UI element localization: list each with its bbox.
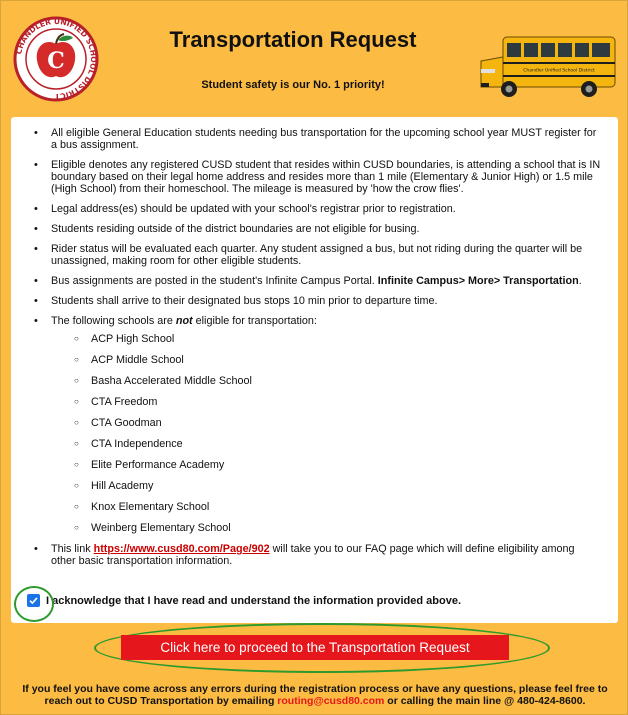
acknowledge-row [27,594,461,607]
school-bus-image [479,31,619,105]
contact-footer [1,683,628,707]
school-item: ○ ACP Middle School [91,354,601,366]
school-item: ○ Weinberg Elementary School [91,522,601,534]
info-item: • All eligible General Education students needing bus transportation for the upcoming school year MUST register for a bus assignment. [51,127,611,151]
schools-intro: The following schools are not eligible for transportation: [51,315,317,327]
footer-line-1: If you feel you have come across any errors during the registration process or have any questions, please feel free to [22,683,608,695]
page-subtitle: Student safety is our No. 1 priority! [201,79,385,91]
school-item: ○ CTA Freedom [91,396,601,408]
info-item: • Students shall arrive to their designated bus stops 10 min prior to departure time. [51,295,611,307]
school-item: ○ Knox Elementary School [91,501,601,513]
bus-side-text: Chandler Unified School District [523,68,595,74]
info-item: • Legal address(es) should be updated with your school's registrar prior to registration. [51,203,611,215]
info-item-schools [51,315,611,534]
info-item: • Rider status will be evaluated each quarter. Any student assigned a bus, but not riding during the quarter will be unassigned, making room for other eligible students. [51,243,611,267]
page-title: Transportation Request [169,27,417,52]
schools-intro-emphasis: not [175,315,193,327]
faq-link[interactable]: https://www.cusd80.com/Page/902 [93,543,270,555]
school-item: ○ Hill Academy [91,480,601,492]
district-logo [13,16,99,102]
school-item: ○ CTA Independence [91,438,601,450]
portal-path: Infinite Campus> More> Transportation [377,275,579,287]
proceed-button[interactable]: Click here to proceed to the Transportation Request [121,635,509,660]
school-item: ○ Basha Accelerated Middle School [91,375,601,387]
school-item: ○ Elite Performance Academy [91,459,601,471]
info-card [11,117,618,623]
email-link[interactable]: routing@cusd80.com [277,695,385,707]
svg-text:C: C [47,48,65,74]
info-item: • Students residing outside of the district boundaries are not eligible for busing. [51,223,611,235]
info-item-portal [51,275,611,287]
ineligible-schools-list [51,333,601,534]
footer-line-2: reach out to CUSD Transportation by emailing routing@cusd80.com or calling the main line @ 480-424-8600. [44,695,586,707]
info-item-faq: • This link https://www.cusd80.com/Page/902 will take you to our FAQ page which will define eligibility among other basic transportation information. [51,543,611,567]
eligibility-list [11,127,611,575]
logo-ring-text: CHANDLER UNIFIED SCHOOL DISTRICT [14,16,99,102]
school-item: ○ CTA Goodman [91,417,601,429]
portal-text: Bus assignments are posted in the student's Infinite Campus Portal. [51,275,378,287]
checkbox-highlight-ring [14,586,54,622]
info-item: • Eligible denotes any registered CUSD student that resides within CUSD boundaries, is attending a school that is IN boundary based on their legal home address and resides more than 1 mile (Elementary & Junior High) or 1.5 mile (High School) from their homeschool. The mileage is measured by 'how the crow flies'. [51,159,611,195]
portal-end: . [578,275,582,287]
school-item: ○ ACP High School [91,333,601,345]
acknowledge-label[interactable]: I acknowledge that I have read and understand the information provided above. [46,594,462,607]
